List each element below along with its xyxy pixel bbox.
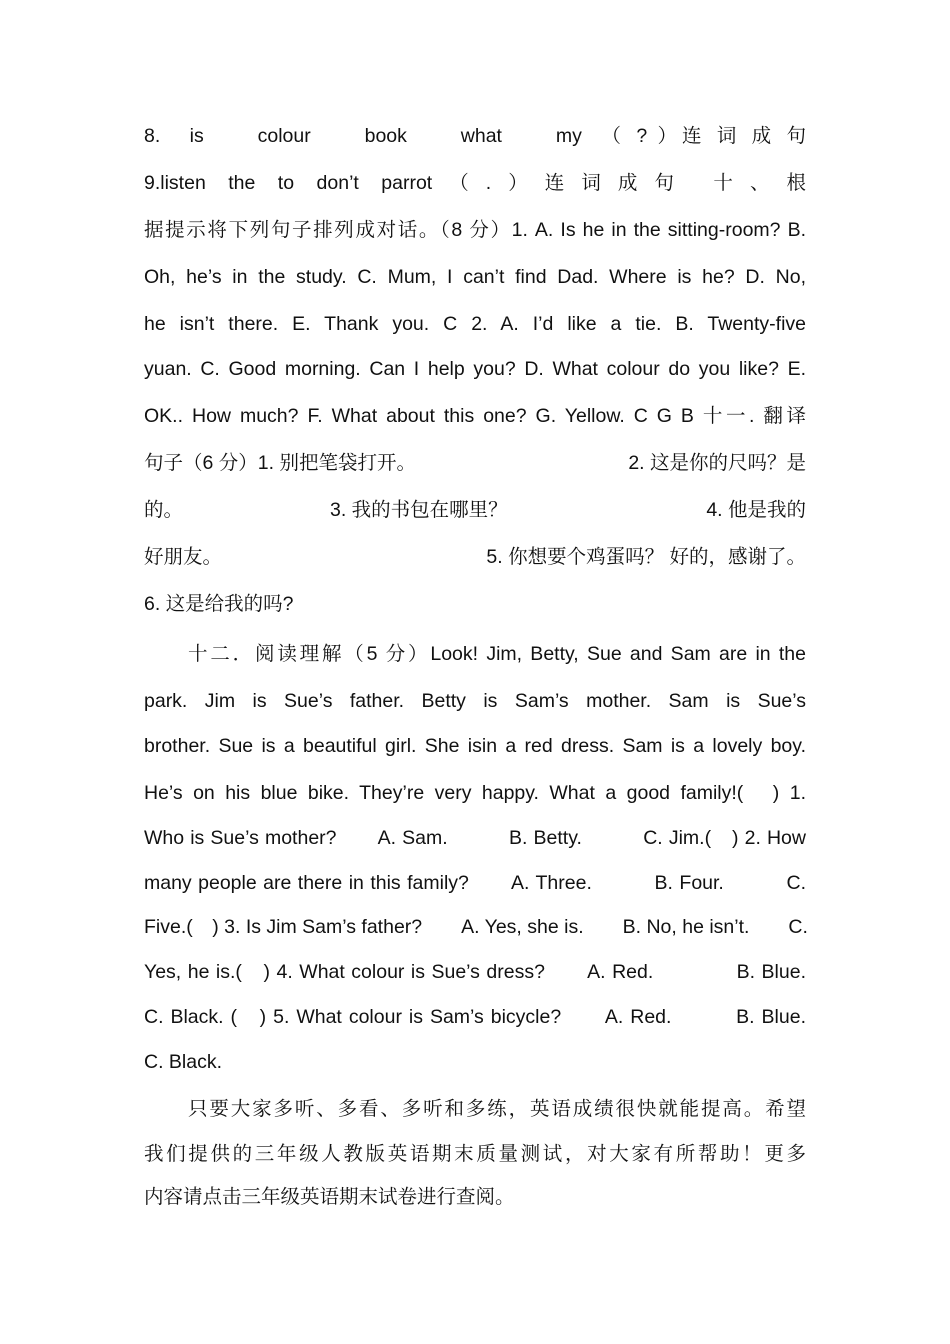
line-17: many people are there in this family? A. Three. B. Four. C. [144, 872, 806, 894]
line-20: C. Black. ( ) 5. What colour is Sam’s bicycle? A. Red. B. Blue. [144, 1006, 806, 1028]
line-10 [144, 541, 806, 573]
line-5: he isn’t there. E. Thank you. C 2. A. I’d like a tie. B. Twenty-five [144, 313, 806, 335]
line-2: 9.listen the to don’t parrot（.）连词成句 十、根 [144, 172, 806, 194]
line-1: 8. is colour book what my （ ? ）连 词 成 句 [144, 125, 806, 147]
line-22: 只要大家多听、多看、多听和多练，英语成绩很快就能提高。希望 [188, 1098, 806, 1120]
line-13: park. Jim is Sue’s father. Betty is Sam’s mother. Sam is Sue’s [144, 690, 806, 712]
line-10-part-1: 好朋友。 [144, 546, 223, 568]
line-15: He’s on his blue bike. They’re very happy. What a good family!( ) 1. [144, 782, 806, 804]
line-9 [144, 494, 806, 526]
line-14: brother. Sue is a beautiful girl. She isin a red dress. Sam is a lovely boy. [144, 735, 806, 757]
line-21: C. Black. [144, 1051, 223, 1073]
line-7: OK.. How much? F. What about this one? G. Yellow. C G B 十一. 翻译 [144, 405, 806, 427]
line-16: Who is Sue’s mother? A. Sam. B. Betty. C. Jim.( ) 2. How [144, 827, 806, 849]
line-10-part-2: 5. 你想要个鸡蛋吗？ 好的，感谢了。 [486, 546, 806, 568]
line-8-part-1: 句子（6 分）1. 别把笔袋打开。 [144, 452, 416, 474]
line-9-part-1: 的。 [144, 499, 184, 521]
line-8 [144, 447, 806, 479]
line-19: Yes, he is.( ) 4. What colour is Sue’s dress? A. Red. B. Blue. [144, 961, 806, 983]
line-18: Five.( ) 3. Is Jim Sam’s father? A. Yes, she is. B. No, he isn’t. C. [144, 916, 808, 938]
line-9-part-3: 4. 他是我的 [706, 499, 806, 521]
line-3: 据提示将下列句子排列成对话。（8 分）1. A. Is he in the sitting-room? B. [144, 219, 806, 241]
line-8-part-2: 2. 这是你的尺吗？是 [628, 452, 806, 474]
line-4: Oh, he’s in the study. C. Mum, I can’t find Dad. Where is he? D. No, [144, 266, 806, 288]
line-6: yuan. C. Good morning. Can I help you? D. What colour do you like? E. [144, 358, 806, 380]
line-9-part-2: 3. 我的书包在哪里？ [330, 499, 508, 521]
line-23: 我们提供的三年级人教版英语期末质量测试，对大家有所帮助！更多 [144, 1143, 806, 1165]
line-11: 6. 这是给我的吗? [144, 593, 294, 615]
line-12: 十二．阅读理解（5 分）Look! Jim, Betty, Sue and Sam are in the [188, 643, 806, 665]
line-24: 内容请点击三年级英语期末试卷进行查阅。 [144, 1186, 515, 1208]
